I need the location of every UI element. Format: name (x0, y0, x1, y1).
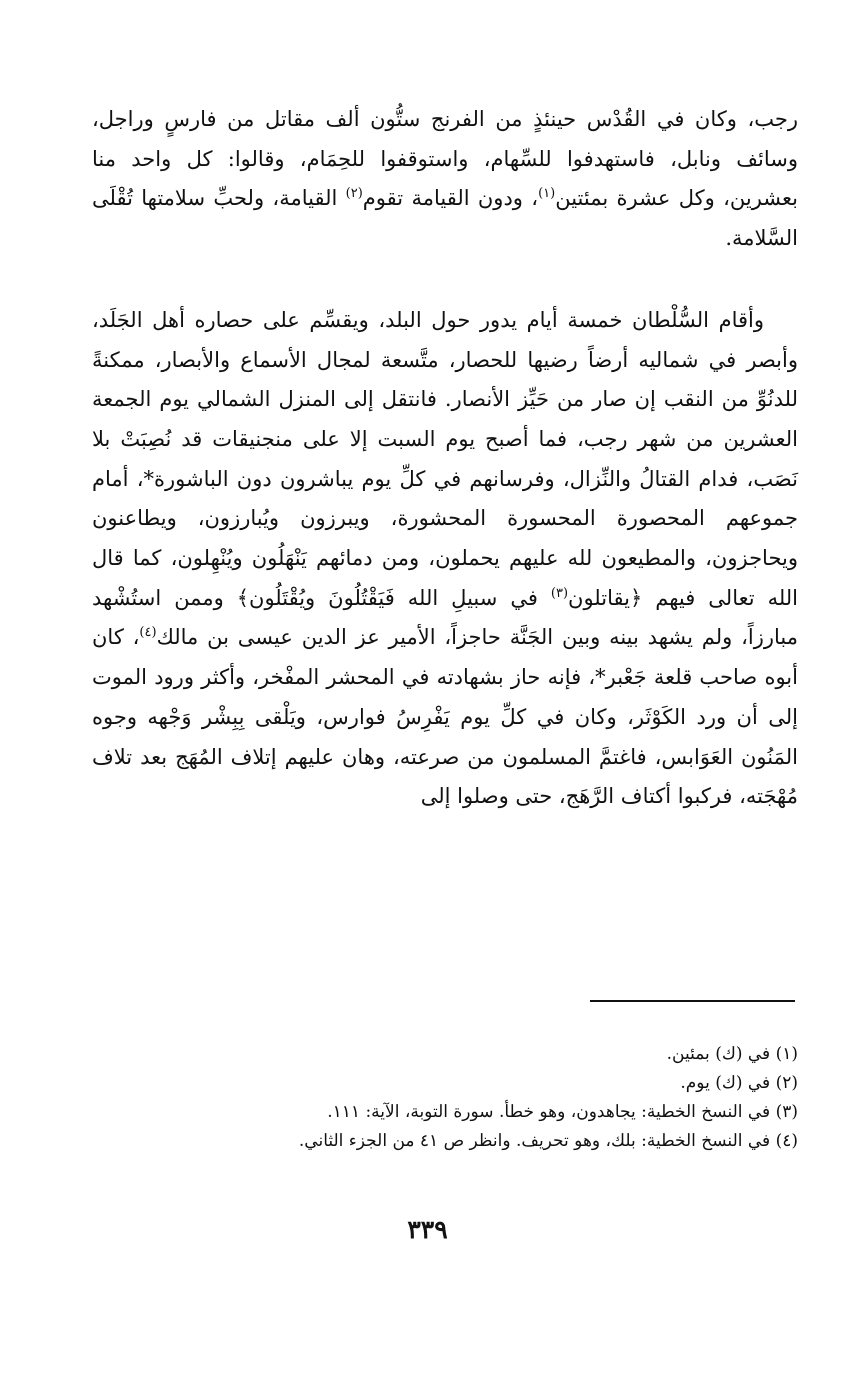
footnote-divider (590, 1000, 795, 1002)
paragraph-gap (92, 259, 798, 301)
page-number: ٣٣٩ (407, 1215, 448, 1244)
footnote-ref-4: (٤) (139, 625, 157, 641)
footnote-4: (٤) في النسخ الخطية: بلك، وهو تحريف. وانظر ص ٤١ من الجزء الثاني. (298, 1131, 798, 1151)
paragraph-2-text: وأقام السُّلْطان خمسة أيام يدور حول البلد، ويقسِّم على حصاره أهل الجَلَد، وأبصر في شماليه أرضاً رضيها للحصار، متَّسعة لمجال الأسماع والأبصار، ممكنةً للدنُوِّ من النقب إن صار من حَيِّز الأنصار. فانتقل إلى المنزل الشمالي يوم الجمعة العشرين من شهر رجب، فما أصبح يوم السبت إلا على منجنيقات قد نُصِبَتْ بلا نَصَب، فدام القتالُ والنِّزال، وفرسانهم في كلِّ يوم يباشرون دون الباشورة*، أمام جموعهم المحصورة المحسورة المحشورة، ويبرزون ويُبارزون، ويطاعنون ويحاجزون، والمطيعون لله عليهم يحملون، ومن دمائهم يَنْهَلُون ويُنْهِلون، كما قال الله تعالى فيهم ﴿يقاتلون (92, 307, 799, 610)
paragraph-1 (92, 100, 798, 259)
footnotes (92, 1040, 798, 1156)
paragraph-2-text-b: في سبيلِ الله فَيَقْتُلُونَ ويُقْتَلُون﴾ وممن استُشْهد مبارزاً، ولم يشهد بينه وبين الجَنَّة حاجزاً، الأمير عز الدين عيسى بن مالك (92, 585, 798, 650)
footnote-ref-3: (٣) (550, 585, 569, 601)
footnote-ref-1: (١) (538, 186, 556, 202)
footnote-3: (٣) في النسخ الخطية: يجاهدون، وهو خطأ. سورة التوبة، الآية: ١١١. (327, 1102, 798, 1122)
paragraph-1-text-b: ، ودون القيامة تقوم (362, 186, 539, 211)
paragraph-2 (92, 301, 798, 817)
footnote-1: (١) في (ك) بمئين. (666, 1044, 798, 1064)
main-text (92, 100, 798, 817)
paragraph-1-text: رجب، وكان في القُدْس حينئذٍ من الفرنج ستُّون ألف مقاتل من فارسٍ وراجل، وسائف ونابل، فاستهدفوا للسِّهام، واستوقفوا للحِمَام، وقالوا: كل واحد منا بعشرين، وكل عشرة بمئتين (92, 107, 798, 211)
footnote-2: (٢) في (ك) يوم. (680, 1073, 798, 1093)
paragraph-1-text-c: القيامة، ولحبِّ سلامتها تُقْلَى السَّلامة. (92, 186, 798, 251)
paragraph-2-text-c: ، كان أبوه صاحب قلعة جَعْبر*، فإنه حاز بشهادته في المحشر المفْخر، وأكثر ورود الموت إلى أن ورد الكَوْثَر، وكان في كلِّ يوم يَفْرِسُ فوارس، ويَلْقى بِبِشْر وَجْهه وجوه المَنُون العَوَابس، فاغتمَّ المسلمون من صرعته، وهان عليهم إتلاف المُهَج بعد تلاف مُهْجَته، فركبوا أكتاف الرَّهَج، حتى وصلوا إلى (92, 625, 798, 809)
footnote-ref-2: (٢) (345, 186, 363, 202)
